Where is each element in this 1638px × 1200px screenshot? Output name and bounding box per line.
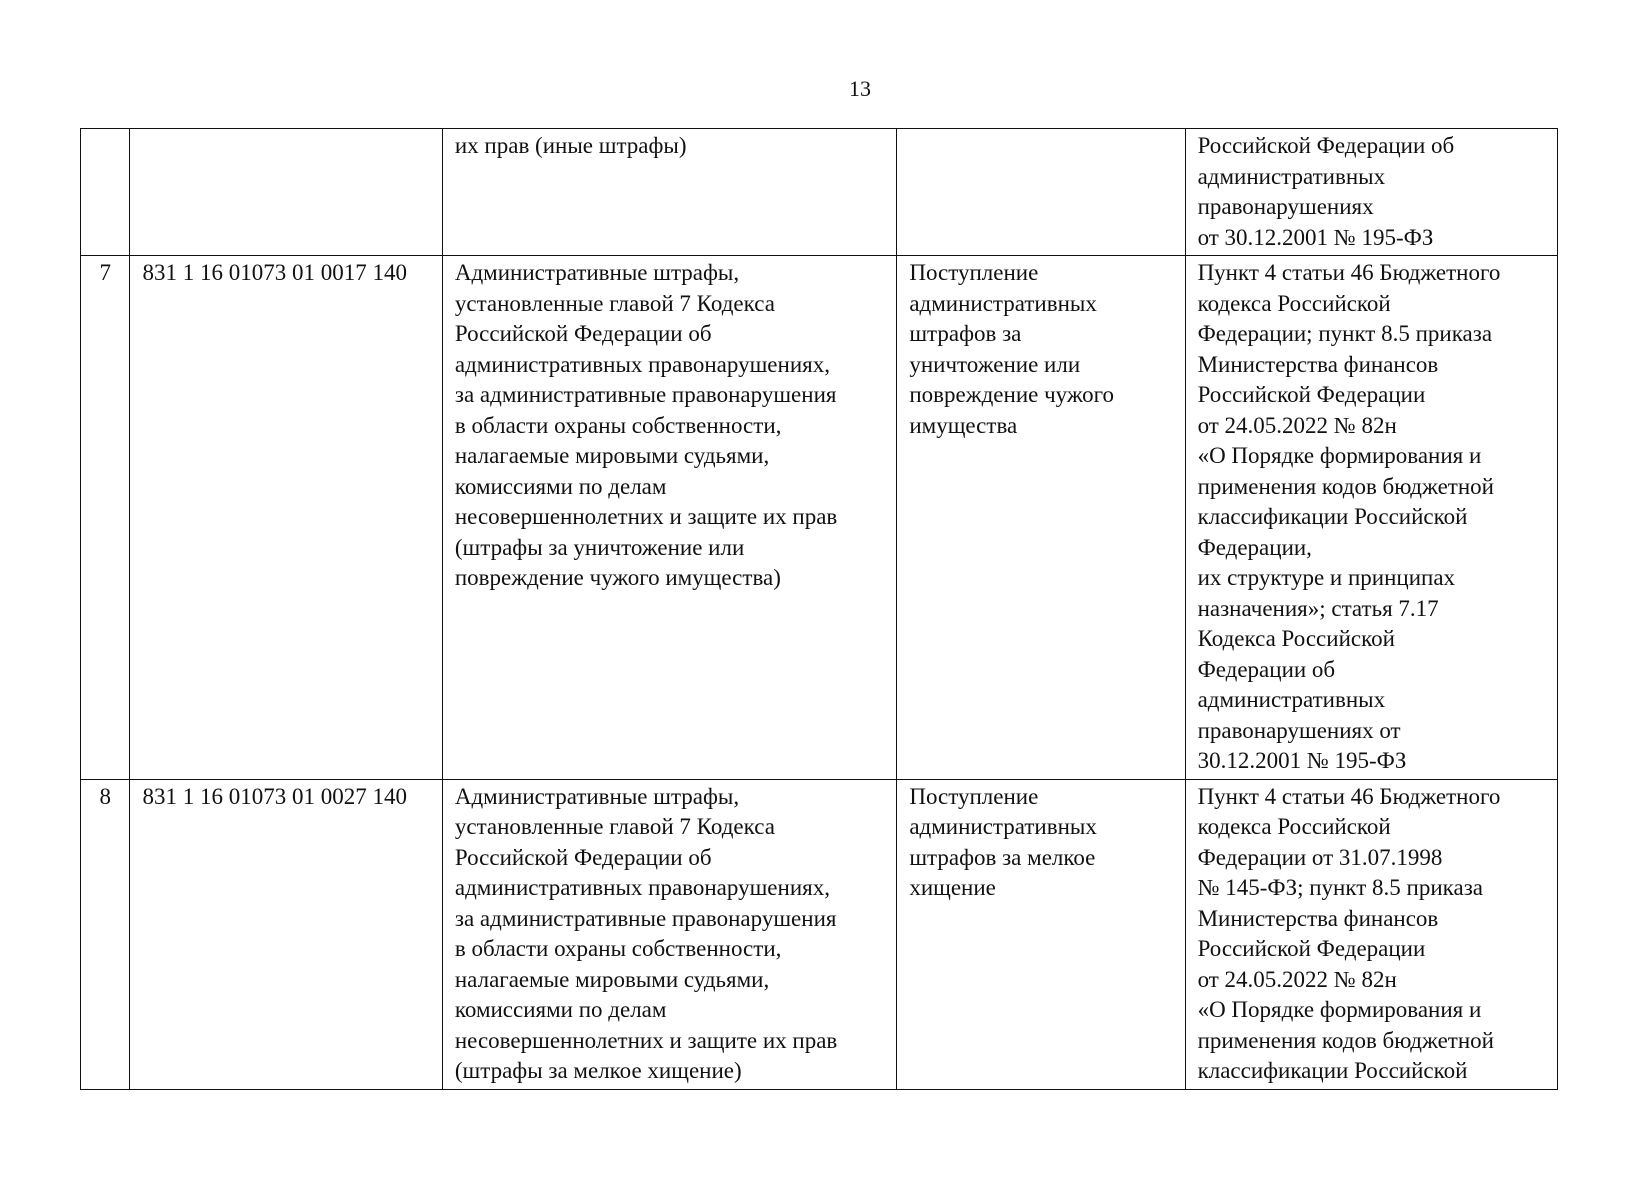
table-row [81,779,1558,1089]
revenue-description [897,129,1185,256]
budget-code: 831 1 16 01073 01 0027 140 [130,779,442,1089]
budget-code [130,129,442,256]
revenue-name: Административные штрафы, установленные главой 7 Кодекса Российской Федерации об административных правонарушениях, за административные правонарушения в области охраны собственности, налагаемые мировыми судьями, комиссиями по делам несовершеннолетних и защите их прав (штрафы за уничтожение или повреждение чужого имущества) [442,256,896,780]
legal-basis: Российской Федерации об административных правонарушениях от 30.12.2001 № 195-ФЗ [1185,129,1557,256]
row-number: 7 [81,256,130,780]
revenue-description: Поступление административных штрафов за мелкое хищение [897,779,1185,1089]
revenue-codes-table [80,128,1558,1090]
table-row [81,256,1558,780]
legal-basis: Пункт 4 статьи 46 Бюджетного кодекса Российской Федерации от 31.07.1998 № 145-ФЗ; пункт 8.5 приказа Министерства финансов Российской Федерации от 24.05.2022 № 82н «О Порядке формирования и применения кодов бюджетной классификации Российской [1185,779,1557,1089]
revenue-name: Административные штрафы, установленные главой 7 Кодекса Российской Федерации об административных правонарушениях, за административные правонарушения в области охраны собственности, налагаемые мировыми судьями, комиссиями по делам несовершеннолетних и защите их прав (штрафы за мелкое хищение) [442,779,896,1089]
revenue-description: Поступление административных штрафов за уничтожение или повреждение чужого имущества [897,256,1185,780]
revenue-name: их прав (иные штрафы) [442,129,896,256]
legal-basis: Пункт 4 статьи 46 Бюджетного кодекса Российской Федерации; пункт 8.5 приказа Министерства финансов Российской Федерации от 24.05.2022 № 82н «О Порядке формирования и применения кодов бюджетной классификации Российской Федерации, их структуре и принципах назначения»; статья 7.17 Кодекса Российской Федерации об административных правонарушениях от 30.12.2001 № 195-ФЗ [1185,256,1557,780]
row-number: 8 [81,779,130,1089]
page-number: 13 [849,76,871,101]
table-row [81,129,1558,256]
budget-code: 831 1 16 01073 01 0017 140 [130,256,442,780]
row-number [81,129,130,256]
